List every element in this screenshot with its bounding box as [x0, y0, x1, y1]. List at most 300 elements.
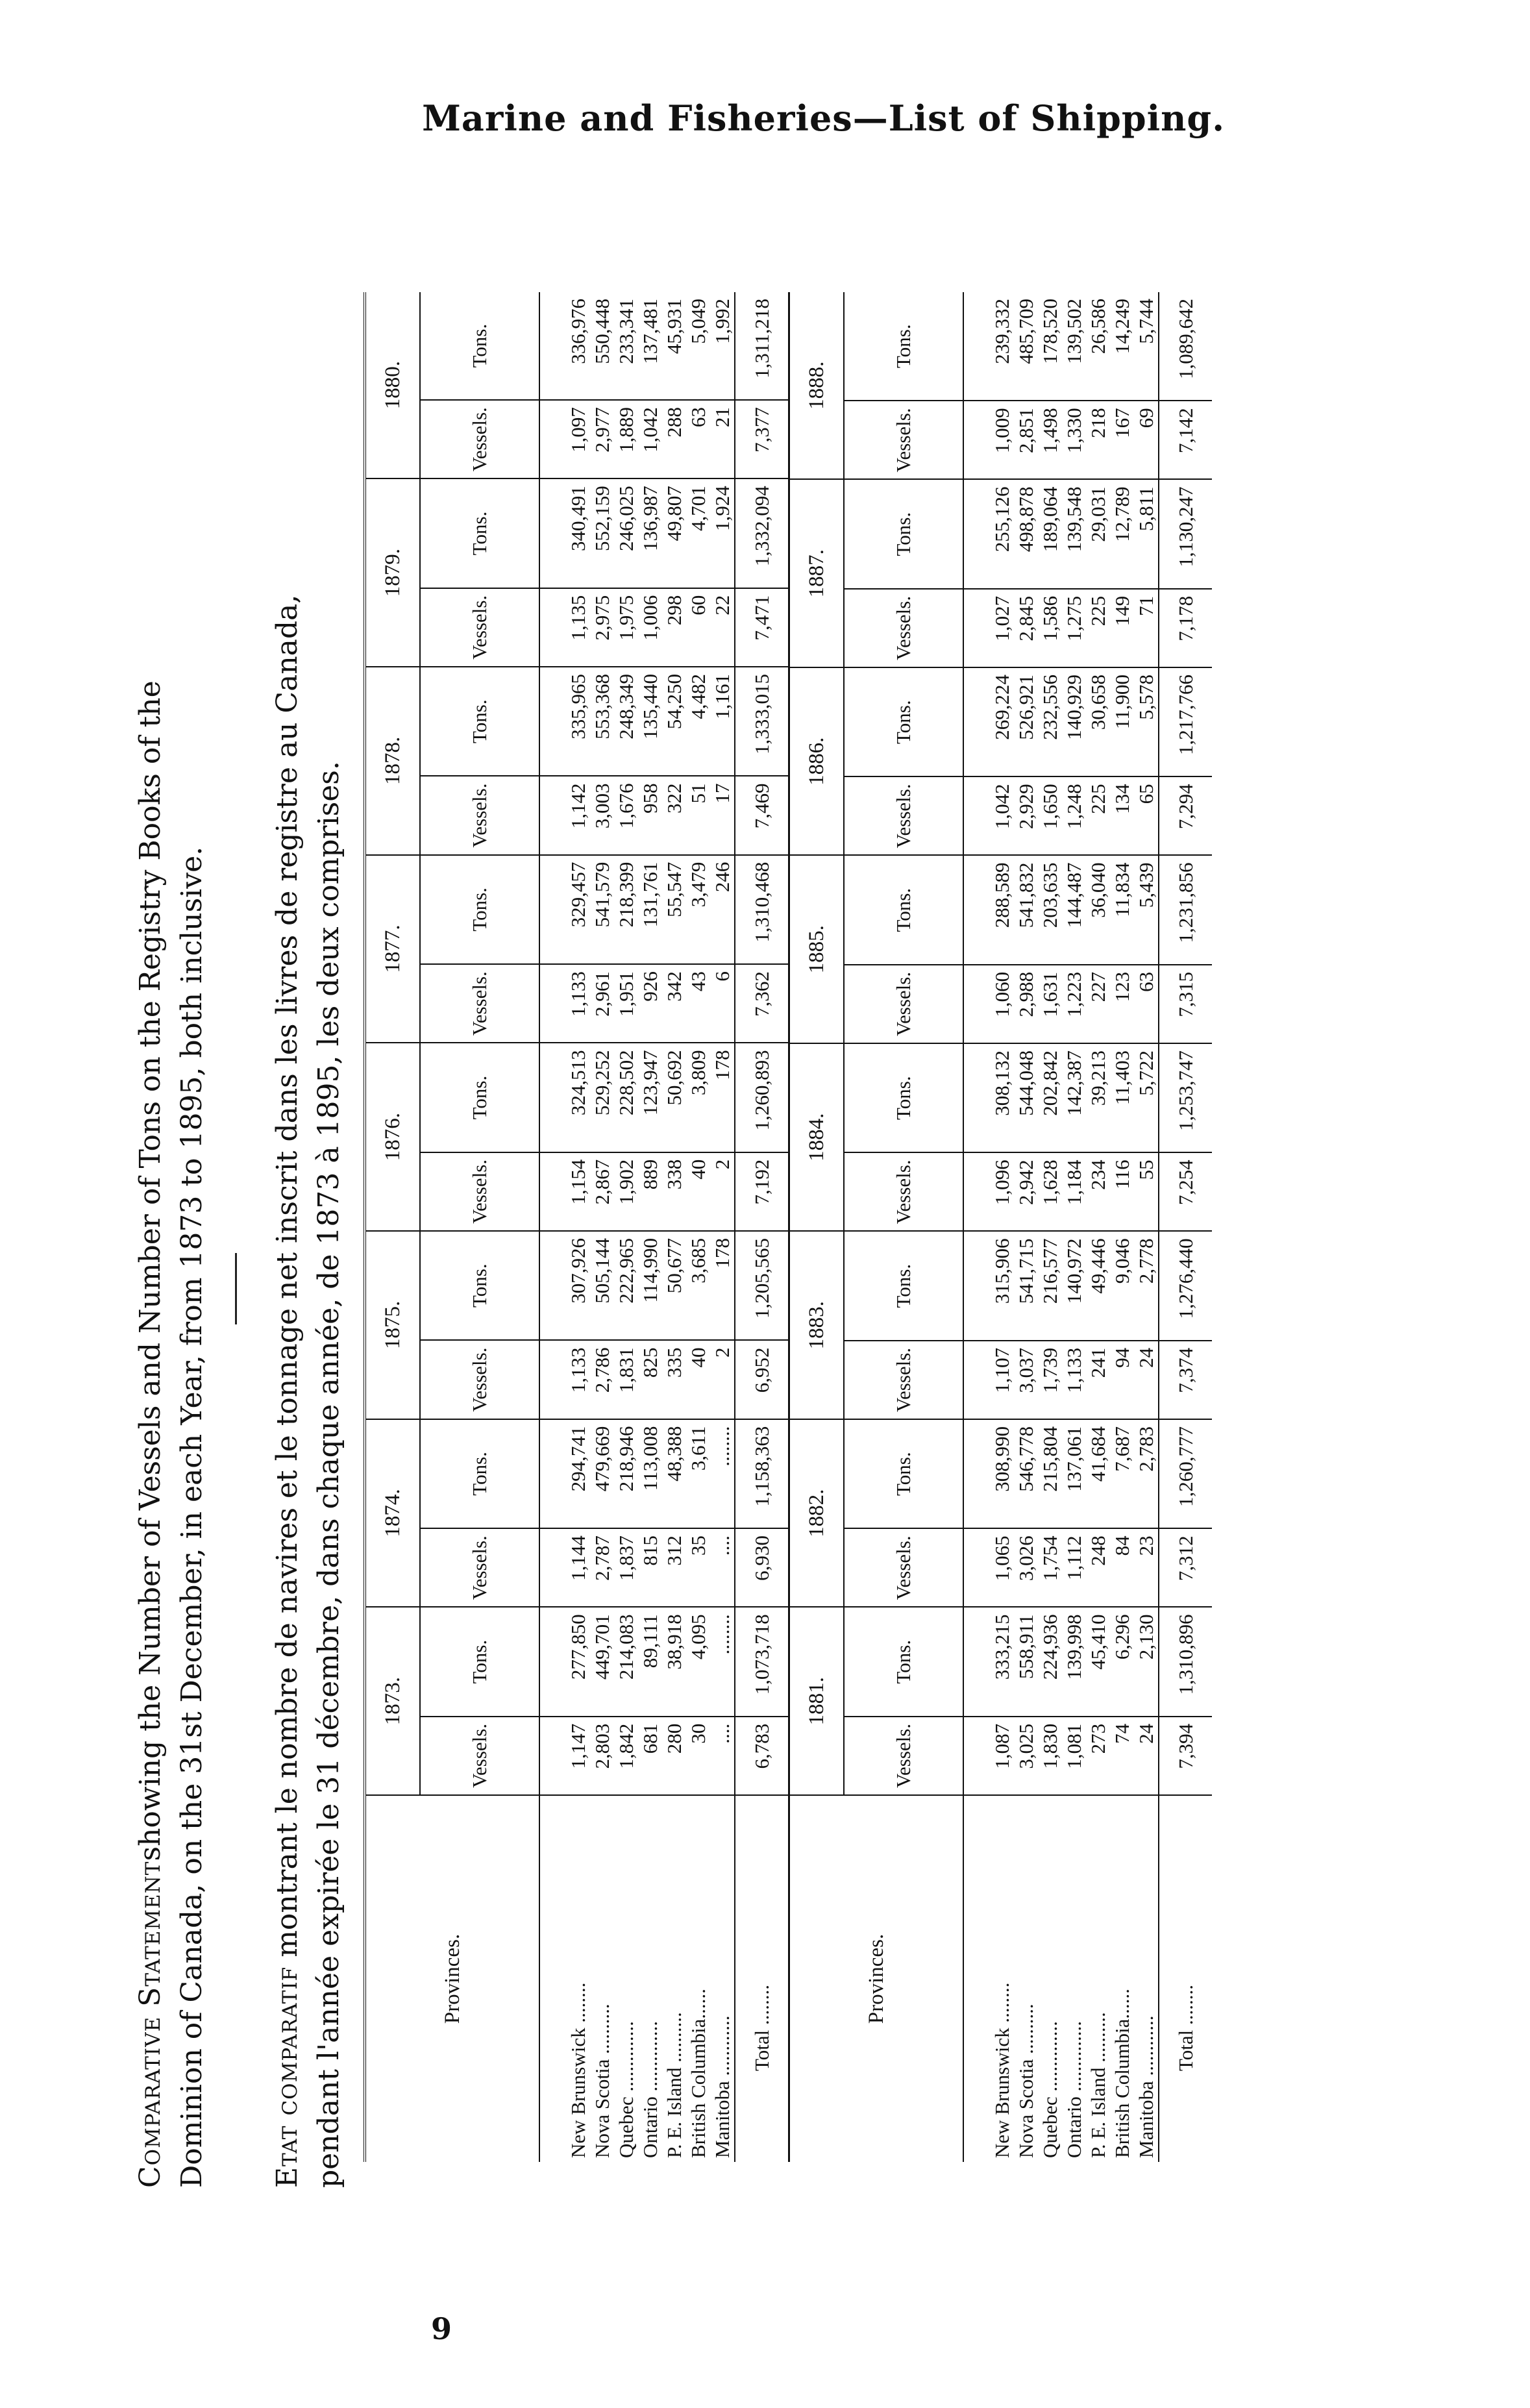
tons-cell: ........ — [710, 1419, 735, 1528]
total-tons-cell: 1,260,893 — [735, 1043, 788, 1152]
vessels-cell: 3,003 — [590, 776, 614, 854]
vessels-cell: 2,929 — [1014, 776, 1038, 855]
vessels-cell: 1,650 — [1038, 776, 1062, 855]
table-row — [662, 292, 686, 2162]
provinces-header: Provinces. — [365, 1795, 539, 2162]
vessels-cell: 1,586 — [1038, 589, 1062, 667]
vessels-cell: 1,009 — [963, 401, 1014, 479]
total-vessels-cell: 7,254 — [1159, 1152, 1212, 1231]
year-header: 1877. — [365, 855, 420, 1043]
year-header: 1888. — [789, 292, 845, 480]
total-tons-cell: 1,158,363 — [735, 1419, 788, 1528]
tons-cell: 224,936 — [1038, 1607, 1062, 1717]
tons-cell: 131,761 — [638, 855, 662, 964]
vessels-cell: 280 — [662, 1717, 686, 1795]
tons-cell: 485,709 — [1014, 292, 1038, 401]
vessels-cell: 1,830 — [1038, 1717, 1062, 1795]
vessels-cell: 2,975 — [590, 588, 614, 667]
vessels-cell: 2,977 — [590, 400, 614, 478]
tons-cell: 89,111 — [638, 1607, 662, 1716]
tons-cell: 324,513 — [539, 1043, 590, 1152]
tons-cell: 29,031 — [1086, 480, 1110, 589]
vessels-cell: 71 — [1134, 589, 1159, 667]
tons-cell: 123,947 — [638, 1043, 662, 1152]
total-tons-cell: 1,217,766 — [1159, 667, 1212, 776]
tons-cell: 11,834 — [1110, 856, 1134, 965]
total-vessels-cell: 7,294 — [1159, 776, 1212, 855]
table-row — [1134, 292, 1159, 2162]
tons-cell: 3,479 — [686, 855, 710, 964]
tons-cell: 11,900 — [1110, 667, 1134, 776]
tons-cell: 5,744 — [1134, 292, 1159, 401]
vessels-cell: 1,837 — [614, 1528, 638, 1607]
tons-cell: 294,741 — [539, 1419, 590, 1528]
province-name: Manitoba ............ — [1135, 2015, 1157, 2158]
table-row — [1014, 292, 1038, 2162]
vessels-header: Vessels. — [420, 400, 539, 478]
total-tons-cell: 1,253,747 — [1159, 1043, 1212, 1152]
year-header: 1887. — [789, 480, 845, 668]
year-header: 1873. — [365, 1607, 420, 1795]
total-vessels-cell: 6,783 — [735, 1717, 788, 1795]
caption-english — [130, 253, 213, 2188]
vessels-cell: 1,951 — [614, 964, 638, 1043]
vessels-cell: 1,902 — [614, 1152, 638, 1231]
vessels-header: Vessels. — [844, 1341, 963, 1419]
vessels-cell: 3,026 — [1014, 1528, 1038, 1607]
tons-cell: 136,987 — [638, 478, 662, 588]
total-vessels-cell: 7,377 — [735, 400, 788, 478]
tons-cell: 139,998 — [1062, 1607, 1086, 1717]
province-name: British Columbia...... — [687, 1989, 709, 2158]
vessels-header: Vessels. — [420, 1717, 539, 1795]
tons-cell: 5,578 — [1134, 667, 1159, 776]
tons-header: Tons. — [420, 478, 539, 588]
total-vessels-cell: 7,469 — [735, 776, 788, 854]
vessels-cell: 63 — [686, 400, 710, 478]
vessels-cell: 1,006 — [638, 588, 662, 667]
vessels-cell: 1,498 — [1038, 401, 1062, 479]
table-row — [638, 292, 662, 2162]
year-header: 1880. — [365, 292, 420, 478]
tons-cell: 1,161 — [710, 667, 735, 776]
vessels-cell: 30 — [686, 1717, 710, 1795]
tons-cell: 189,064 — [1038, 480, 1062, 589]
tons-cell: 11,403 — [1110, 1043, 1134, 1152]
tons-cell: 54,250 — [662, 667, 686, 776]
vessels-cell: 1,248 — [1062, 776, 1086, 855]
tons-cell: 288,589 — [963, 856, 1014, 965]
table-row — [963, 292, 1014, 2162]
province-name: Quebec .............. — [1039, 2021, 1061, 2158]
vessels-cell: 248 — [1086, 1528, 1110, 1607]
year-header: 1885. — [789, 856, 845, 1044]
vessels-header: Vessels. — [844, 401, 963, 479]
tons-cell: 3,611 — [686, 1419, 710, 1528]
vessels-header: Vessels. — [420, 1340, 539, 1419]
vessels-header: Vessels. — [844, 776, 963, 855]
total-row — [1159, 292, 1212, 2162]
vessels-cell: 51 — [686, 776, 710, 854]
vessels-cell: 17 — [710, 776, 735, 854]
total-tons-cell: 1,260,777 — [1159, 1419, 1212, 1528]
vessels-cell: 815 — [638, 1528, 662, 1607]
vessels-cell: 55 — [1134, 1152, 1159, 1231]
total-row — [735, 292, 788, 2162]
tons-cell: 526,921 — [1014, 667, 1038, 776]
vessels-cell: 1,042 — [963, 776, 1014, 855]
vessels-header: Vessels. — [844, 589, 963, 667]
vessels-cell: 2,786 — [590, 1340, 614, 1419]
vessels-cell: 1,330 — [1062, 401, 1086, 479]
tons-cell: 544,048 — [1014, 1043, 1038, 1152]
tons-cell: 49,446 — [1086, 1232, 1110, 1341]
tons-cell: 2,783 — [1134, 1419, 1159, 1528]
total-vessels-cell: 7,394 — [1159, 1717, 1212, 1795]
vessels-cell: 1,133 — [1062, 1341, 1086, 1419]
caption-french-text: montrant le nombre de navires et le tonnage net inscrit dans les livres de registre au Canada, pendant l'année expirée le 31 décembre, dans chaque année, de 1873 à 1895, les deux comprises. — [271, 594, 345, 2188]
tons-cell: 546,778 — [1014, 1419, 1038, 1528]
tons-cell: 269,224 — [963, 667, 1014, 776]
rotated-statement — [130, 253, 1337, 2201]
tons-cell: 233,341 — [614, 292, 638, 400]
vessels-cell: 225 — [1086, 776, 1110, 855]
table-1881-1888 — [788, 292, 1212, 2162]
tons-cell: 308,990 — [963, 1419, 1014, 1528]
tons-header: Tons. — [844, 1043, 963, 1152]
total-vessels-cell: 6,930 — [735, 1528, 788, 1607]
total-tons-cell: 1,311,218 — [735, 292, 788, 400]
vessels-cell: 1,060 — [963, 965, 1014, 1043]
table-row — [686, 292, 710, 2162]
tons-cell: 178 — [710, 1231, 735, 1340]
tons-cell: 178 — [710, 1043, 735, 1152]
table-row — [1110, 292, 1134, 2162]
year-header: 1886. — [789, 667, 845, 856]
tons-cell: 9,046 — [1110, 1232, 1134, 1341]
tons-cell: 137,061 — [1062, 1419, 1086, 1528]
tons-cell: 1,992 — [710, 292, 735, 400]
tons-cell: ........ — [710, 1607, 735, 1716]
vessels-cell: 2,851 — [1014, 401, 1038, 479]
vessels-cell: 40 — [686, 1340, 710, 1419]
tons-cell: 5,811 — [1134, 480, 1159, 589]
vessels-header: Vessels. — [844, 1717, 963, 1795]
tons-header: Tons. — [420, 1231, 539, 1340]
tons-cell: 137,481 — [638, 292, 662, 400]
province-name: New Brunswick ........ — [991, 1982, 1013, 2158]
table-row — [614, 292, 638, 2162]
vessels-cell: 2,961 — [590, 964, 614, 1043]
tons-cell: 4,482 — [686, 667, 710, 776]
year-header: 1884. — [789, 1043, 845, 1232]
caption-french — [267, 253, 350, 2188]
tons-cell: 479,669 — [590, 1419, 614, 1528]
vessels-cell: 3,037 — [1014, 1341, 1038, 1419]
tons-header: Tons. — [420, 667, 539, 776]
tons-cell: 48,388 — [662, 1419, 686, 1528]
tons-cell: 12,789 — [1110, 480, 1134, 589]
year-header: 1881. — [789, 1607, 845, 1796]
vessels-cell: 22 — [710, 588, 735, 667]
tons-cell: 30,658 — [1086, 667, 1110, 776]
vessels-cell: .... — [710, 1717, 735, 1795]
caption-divider — [235, 1253, 237, 1324]
total-tons-cell: 1,231,856 — [1159, 856, 1212, 965]
total-tons-cell: 1,130,247 — [1159, 480, 1212, 589]
vessels-cell: 1,042 — [638, 400, 662, 478]
caption-english-lead: Comparative Statement — [134, 1861, 167, 2188]
vessels-cell: 1,096 — [963, 1152, 1014, 1231]
vessels-cell: 167 — [1110, 401, 1134, 479]
vessels-cell: 23 — [1134, 1528, 1159, 1607]
tons-cell: 255,126 — [963, 480, 1014, 589]
vessels-cell: .... — [710, 1528, 735, 1607]
vessels-cell: 1,133 — [539, 1340, 590, 1419]
vessels-cell: 1,107 — [963, 1341, 1014, 1419]
vessels-cell: 1,842 — [614, 1717, 638, 1795]
vessels-cell: 1,097 — [539, 400, 590, 478]
tons-header: Tons. — [844, 480, 963, 589]
page-number: 9 — [430, 2311, 452, 2346]
vessels-header: Vessels. — [844, 965, 963, 1043]
vessels-cell: 2 — [710, 1152, 735, 1231]
vessels-cell: 926 — [638, 964, 662, 1043]
tons-cell: 36,040 — [1086, 856, 1110, 965]
vessels-cell: 134 — [1110, 776, 1134, 855]
tons-cell: 142,387 — [1062, 1043, 1086, 1152]
tons-cell: 277,850 — [539, 1607, 590, 1716]
vessels-cell: 1,027 — [963, 589, 1014, 667]
vessels-header: Vessels. — [844, 1528, 963, 1607]
tons-cell: 7,687 — [1110, 1419, 1134, 1528]
tons-cell: 505,144 — [590, 1231, 614, 1340]
vessels-cell: 123 — [1110, 965, 1134, 1043]
province-name: P. E. Island .......... — [1087, 2012, 1109, 2158]
vessels-cell: 312 — [662, 1528, 686, 1607]
tons-cell: 135,440 — [638, 667, 662, 776]
vessels-cell: 681 — [638, 1717, 662, 1795]
table-row — [710, 292, 735, 2162]
year-header: 1878. — [365, 667, 420, 855]
tons-cell: 113,008 — [638, 1419, 662, 1528]
total-tons-cell: 1,310,896 — [1159, 1607, 1212, 1717]
vessels-cell: 1,889 — [614, 400, 638, 478]
tons-cell: 139,502 — [1062, 292, 1086, 401]
vessels-cell: 65 — [1134, 776, 1159, 855]
vessels-cell: 1,628 — [1038, 1152, 1062, 1231]
tons-cell: 558,911 — [1014, 1607, 1038, 1717]
tons-cell: 449,701 — [590, 1607, 614, 1716]
tons-cell: 38,918 — [662, 1607, 686, 1716]
vessels-cell: 1,754 — [1038, 1528, 1062, 1607]
tons-cell: 5,439 — [1134, 856, 1159, 965]
vessels-cell: 84 — [1110, 1528, 1134, 1607]
tons-header: Tons. — [420, 1043, 539, 1152]
tons-cell: 552,159 — [590, 478, 614, 588]
tons-header: Tons. — [844, 292, 963, 401]
tons-cell: 114,990 — [638, 1231, 662, 1340]
vessels-cell: 225 — [1086, 589, 1110, 667]
tons-cell: 214,083 — [614, 1607, 638, 1716]
vessels-cell: 889 — [638, 1152, 662, 1231]
vessels-header: Vessels. — [844, 1152, 963, 1231]
vessels-cell: 1,144 — [539, 1528, 590, 1607]
tons-cell: 203,635 — [1038, 856, 1062, 965]
tons-cell: 333,215 — [963, 1607, 1014, 1717]
total-tons-cell: 1,089,642 — [1159, 292, 1212, 401]
vessels-cell: 74 — [1110, 1717, 1134, 1795]
province-name: Nova Scotia .......... — [1015, 2004, 1037, 2158]
vessels-cell: 2,803 — [590, 1717, 614, 1795]
tons-header: Tons. — [420, 1419, 539, 1528]
vessels-cell: 1,065 — [963, 1528, 1014, 1607]
vessels-header: Vessels. — [420, 588, 539, 667]
vessels-cell: 322 — [662, 776, 686, 854]
vessels-cell: 1,676 — [614, 776, 638, 854]
vessels-cell: 338 — [662, 1152, 686, 1231]
tons-cell: 55,547 — [662, 855, 686, 964]
vessels-cell: 825 — [638, 1340, 662, 1419]
vessels-cell: 94 — [1110, 1341, 1134, 1419]
total-tons-cell: 1,332,094 — [735, 478, 788, 588]
year-header: 1879. — [365, 478, 420, 667]
total-tons-cell: 1,276,440 — [1159, 1232, 1212, 1341]
total-vessels-cell: 7,178 — [1159, 589, 1212, 667]
tons-header: Tons. — [420, 292, 539, 400]
vessels-cell: 3,025 — [1014, 1717, 1038, 1795]
vessels-cell: 2,942 — [1014, 1152, 1038, 1231]
year-header: 1874. — [365, 1419, 420, 1607]
total-tons-cell: 1,310,468 — [735, 855, 788, 964]
tons-cell: 139,548 — [1062, 480, 1086, 589]
tons-cell: 228,502 — [614, 1043, 638, 1152]
tons-cell: 2,130 — [1134, 1607, 1159, 1717]
vessels-cell: 1,739 — [1038, 1341, 1062, 1419]
tons-cell: 41,684 — [1086, 1419, 1110, 1528]
total-vessels-cell: 7,312 — [1159, 1528, 1212, 1607]
vessels-cell: 2,988 — [1014, 965, 1038, 1043]
year-header: 1883. — [789, 1232, 845, 1420]
tons-cell: 232,556 — [1038, 667, 1062, 776]
tons-header: Tons. — [844, 1419, 963, 1528]
vessels-cell: 1,147 — [539, 1717, 590, 1795]
vessels-cell: 1,275 — [1062, 589, 1086, 667]
table-row — [590, 292, 614, 2162]
tons-cell: 215,804 — [1038, 1419, 1062, 1528]
tons-header: Tons. — [844, 856, 963, 965]
tons-cell: 529,252 — [590, 1043, 614, 1152]
vessels-cell: 1,112 — [1062, 1528, 1086, 1607]
province-name: P. E. Island .......... — [663, 2012, 685, 2158]
vessels-cell: 1,631 — [1038, 965, 1062, 1043]
vessels-cell: 298 — [662, 588, 686, 667]
vessels-cell: 24 — [1134, 1341, 1159, 1419]
total-tons-cell: 1,333,015 — [735, 667, 788, 776]
total-vessels-cell: 7,374 — [1159, 1341, 1212, 1419]
tons-cell: 246,025 — [614, 478, 638, 588]
total-vessels-cell: 7,142 — [1159, 401, 1212, 479]
tons-cell: 541,715 — [1014, 1232, 1038, 1341]
vessels-cell: 1,975 — [614, 588, 638, 667]
tons-header: Tons. — [844, 667, 963, 776]
tons-cell: 336,976 — [539, 292, 590, 400]
tons-cell: 541,832 — [1014, 856, 1038, 965]
province-name: New Brunswick ........ — [567, 1982, 589, 2158]
tons-cell: 550,448 — [590, 292, 614, 400]
table-1873-1880 — [364, 292, 788, 2162]
vessels-cell: 288 — [662, 400, 686, 478]
vessels-cell: 43 — [686, 964, 710, 1043]
vessels-cell: 335 — [662, 1340, 686, 1419]
tons-cell: 5,049 — [686, 292, 710, 400]
tons-header: Tons. — [420, 855, 539, 964]
vessels-cell: 2,845 — [1014, 589, 1038, 667]
tons-cell: 178,520 — [1038, 292, 1062, 401]
page-header-title: Marine and Fisheries—List of Shipping. — [422, 97, 1225, 139]
vessels-cell: 234 — [1086, 1152, 1110, 1231]
vessels-cell: 1,087 — [963, 1717, 1014, 1795]
tons-cell: 553,368 — [590, 667, 614, 776]
table-row — [539, 292, 590, 2162]
tons-cell: 541,579 — [590, 855, 614, 964]
total-vessels-cell: 7,362 — [735, 964, 788, 1043]
table-row — [1062, 292, 1086, 2162]
total-vessels-cell: 7,471 — [735, 588, 788, 667]
vessels-cell: 218 — [1086, 401, 1110, 479]
tons-cell: 6,296 — [1110, 1607, 1134, 1717]
vessels-cell: 1,133 — [539, 964, 590, 1043]
vessels-cell: 342 — [662, 964, 686, 1043]
tons-cell: 26,586 — [1086, 292, 1110, 401]
tons-cell: 216,577 — [1038, 1232, 1062, 1341]
tons-cell: 218,399 — [614, 855, 638, 964]
vessels-cell: 1,223 — [1062, 965, 1086, 1043]
total-vessels-cell: 7,315 — [1159, 965, 1212, 1043]
table-row — [1086, 292, 1110, 2162]
total-tons-cell: 1,073,718 — [735, 1607, 788, 1716]
statistics-tables — [364, 292, 1212, 2162]
tons-cell: 14,249 — [1110, 292, 1134, 401]
year-header: 1882. — [789, 1419, 845, 1607]
tons-cell: 140,929 — [1062, 667, 1086, 776]
province-name: Ontario .............. — [639, 2021, 661, 2158]
total-vessels-cell: 7,192 — [735, 1152, 788, 1231]
total-tons-cell: 1,205,565 — [735, 1231, 788, 1340]
tons-cell: 140,972 — [1062, 1232, 1086, 1341]
vessels-header: Vessels. — [420, 964, 539, 1043]
tons-cell: 218,946 — [614, 1419, 638, 1528]
vessels-cell: 40 — [686, 1152, 710, 1231]
vessels-cell: 227 — [1086, 965, 1110, 1043]
vessels-cell: 2 — [710, 1340, 735, 1419]
provinces-header: Provinces. — [789, 1795, 964, 2162]
province-name: British Columbia...... — [1111, 1989, 1133, 2158]
tons-cell: 340,491 — [539, 478, 590, 588]
tons-cell: 3,809 — [686, 1043, 710, 1152]
vessels-cell: 24 — [1134, 1717, 1159, 1795]
tons-cell: 308,132 — [963, 1043, 1014, 1152]
province-name: Quebec .............. — [615, 2021, 637, 2158]
vessels-cell: 273 — [1086, 1717, 1110, 1795]
vessels-cell: 2,867 — [590, 1152, 614, 1231]
vessels-cell: 2,787 — [590, 1528, 614, 1607]
vessels-cell: 958 — [638, 776, 662, 854]
tons-cell: 202,842 — [1038, 1043, 1062, 1152]
tons-cell: 335,965 — [539, 667, 590, 776]
vessels-cell: 6 — [710, 964, 735, 1043]
tons-cell: 50,677 — [662, 1231, 686, 1340]
